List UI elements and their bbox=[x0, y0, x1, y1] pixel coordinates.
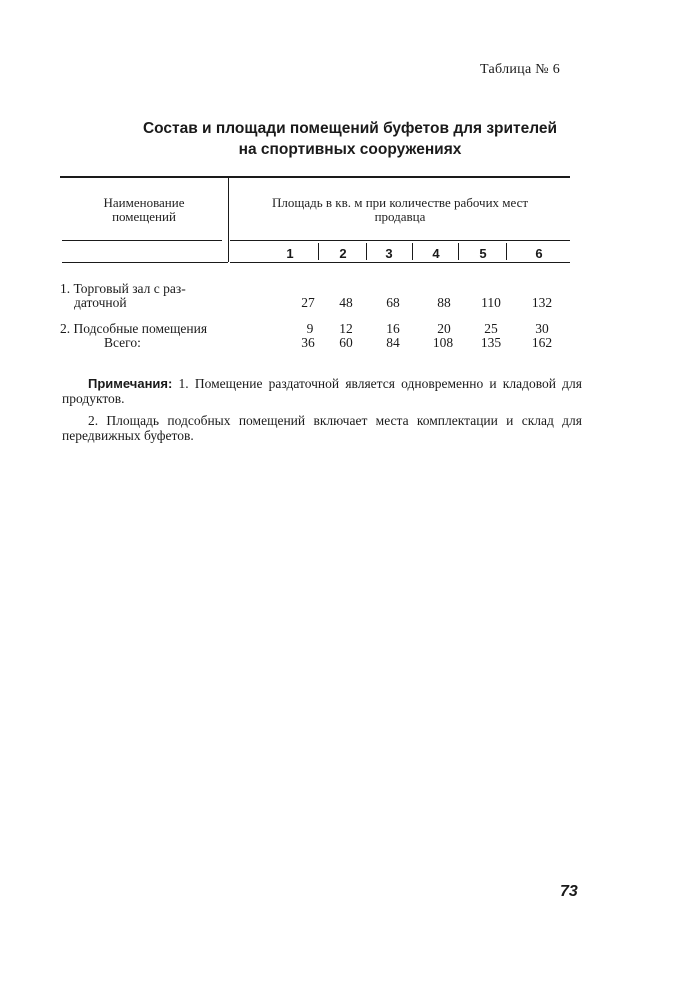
col-divider-3 bbox=[412, 243, 413, 260]
row-label-total: Всего: bbox=[104, 335, 141, 350]
col-divider-4 bbox=[458, 243, 459, 260]
table-cell: 135 bbox=[480, 335, 502, 350]
column-number-2: 2 bbox=[339, 246, 347, 261]
table-cell: 20 bbox=[437, 321, 451, 336]
table-cell: 48 bbox=[339, 295, 353, 310]
header-vertical-divider bbox=[228, 176, 229, 262]
table-cell: 30 bbox=[535, 321, 549, 336]
header-bottom-rule-left bbox=[62, 262, 228, 263]
table-cell: 110 bbox=[481, 295, 501, 310]
table-cell: 84 bbox=[386, 335, 400, 350]
table-number: Таблица № 6 bbox=[480, 62, 561, 77]
subheader-rule-left bbox=[62, 240, 222, 241]
header-name-column bbox=[64, 196, 224, 224]
table-cell: 162 bbox=[531, 335, 553, 350]
table-cell: 68 bbox=[386, 295, 400, 310]
header-name-line-1: Наименование bbox=[103, 195, 185, 210]
table-cell: 108 bbox=[432, 335, 454, 350]
note-1 bbox=[62, 376, 582, 406]
table-cell: 36 bbox=[301, 335, 315, 350]
header-area-line-2: продавца bbox=[374, 209, 426, 224]
column-number-5: 5 bbox=[479, 246, 487, 261]
header-area-column bbox=[232, 196, 568, 224]
table-cell: 16 bbox=[386, 321, 400, 336]
table-cell: 25 bbox=[484, 321, 498, 336]
header-name-line-2: помещений bbox=[112, 209, 176, 224]
table-cell: 132 bbox=[531, 295, 553, 310]
table-cell: 12 bbox=[339, 321, 353, 336]
table-cell: 27 bbox=[301, 295, 315, 310]
table-cell: 60 bbox=[339, 335, 353, 350]
page-number: 73 bbox=[560, 883, 578, 900]
subheader-rule-right bbox=[230, 240, 570, 241]
header-area-line-1: Площадь в кв. м при количестве рабочих мест bbox=[271, 195, 529, 210]
col-divider-2 bbox=[366, 243, 367, 260]
col-divider-1 bbox=[318, 243, 319, 260]
column-number-4: 4 bbox=[432, 246, 440, 261]
row-1-label-line-1: 1. Торговый зал с раз- bbox=[60, 281, 186, 296]
row-label-utility-rooms: 2. Подсобные помещения bbox=[60, 321, 208, 336]
table-top-rule bbox=[60, 176, 570, 178]
row-label-trade-hall bbox=[60, 282, 186, 310]
column-number-3: 3 bbox=[385, 246, 393, 261]
table-title bbox=[70, 118, 630, 160]
note-2: 2. Площадь подсобных помещений включает места комплектации и склад для передвижных буфетов. bbox=[62, 413, 582, 443]
title-line-1: Состав и площади помещений буфетов для зрителей bbox=[142, 120, 558, 137]
row-1-label-line-2: даточной bbox=[74, 295, 127, 310]
title-line-2: на спортивных сооружениях bbox=[238, 141, 462, 158]
note-1-text: 1. Помещение раздаточной является одновременно и кладовой для продуктов. bbox=[62, 376, 582, 406]
column-number-1: 1 bbox=[286, 246, 294, 261]
col-divider-5 bbox=[506, 243, 507, 260]
column-number-6: 6 bbox=[535, 246, 543, 261]
header-bottom-rule-right bbox=[230, 262, 570, 263]
table-cell: 88 bbox=[437, 295, 451, 310]
notes-block bbox=[62, 376, 582, 450]
notes-lead: Примечания: bbox=[88, 376, 173, 391]
table-cell: 9 bbox=[306, 321, 314, 336]
